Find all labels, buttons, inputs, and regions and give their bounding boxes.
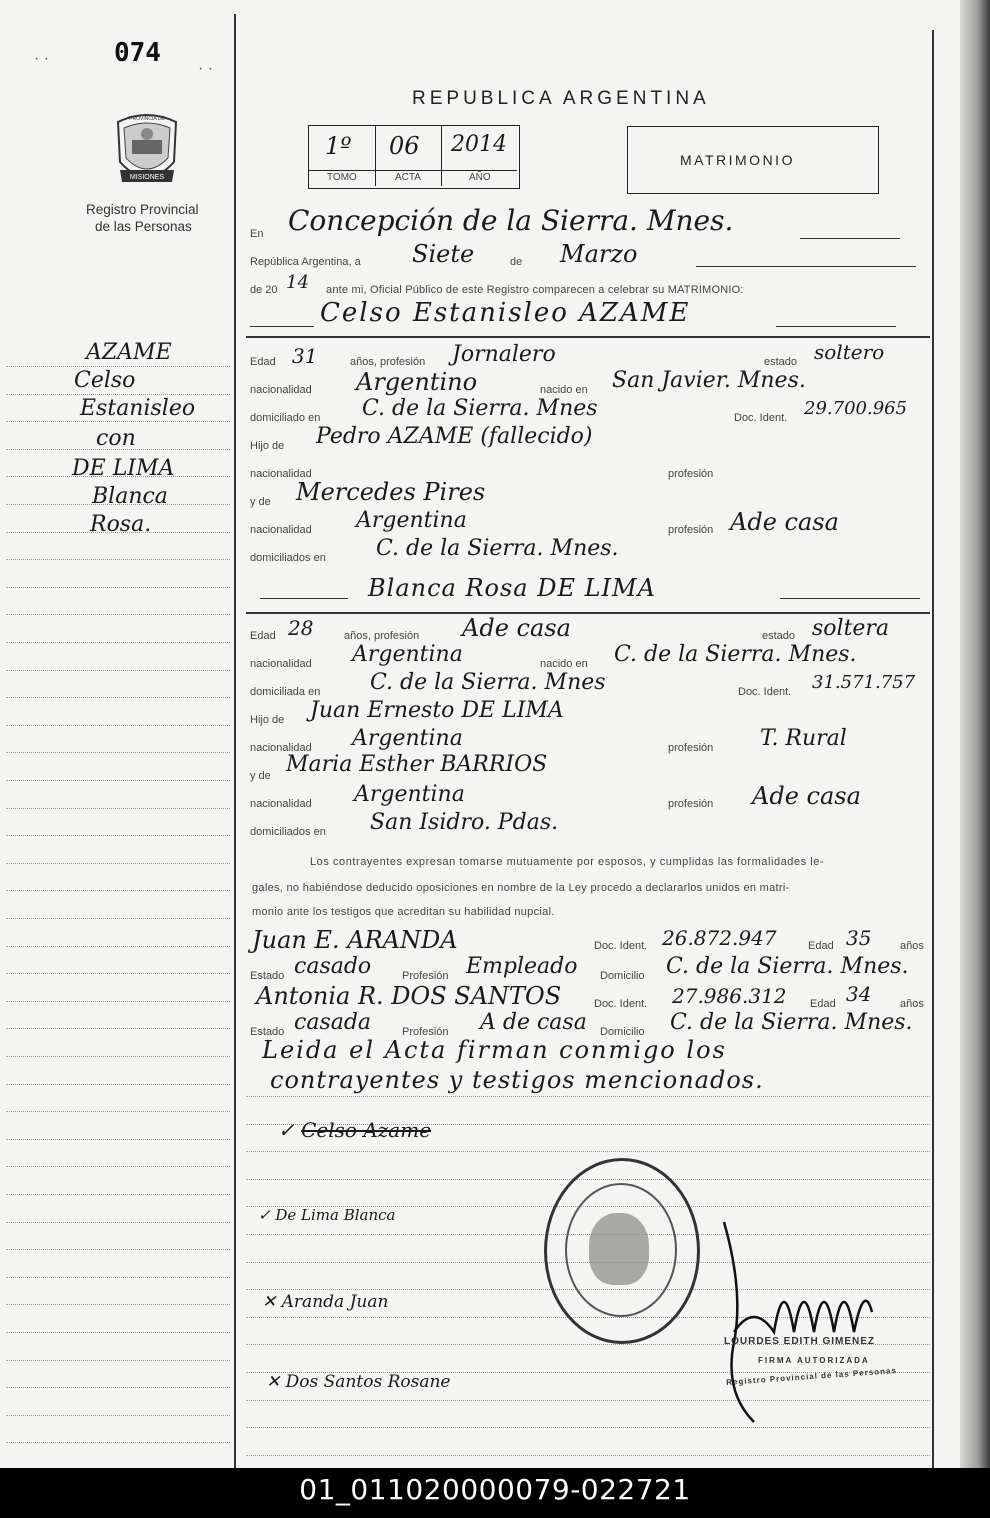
margin-ruled-line — [6, 1056, 230, 1057]
margin-ruled-line — [6, 863, 230, 864]
declaration-line2: gales, no habiéndose deducido oposiciones en nombre de la Ley procedo a declararlos unidos en matri- — [252, 882, 790, 894]
label-profesion: profesión — [668, 798, 714, 810]
margin-ruled-line — [6, 1139, 230, 1140]
label-edad: Edad — [250, 630, 276, 642]
margin-ruled-line — [6, 890, 230, 891]
label-y-de: y de — [250, 496, 271, 508]
margin-ruled-line — [6, 946, 230, 947]
main-ruled-line — [246, 1455, 930, 1456]
record-type: MATRIMONIO — [680, 152, 795, 168]
label-de: de — [510, 256, 523, 268]
ano-cell — [441, 126, 517, 186]
label-doc-ident: Doc. Ident. — [594, 998, 648, 1010]
margin-ruled-line — [6, 697, 230, 698]
margin-ruled-line — [6, 394, 230, 395]
label-nacionalidad: nacionalidad — [250, 798, 312, 810]
label-profesion: profesión — [668, 742, 714, 754]
groom-profession: Jornalero — [452, 342, 556, 367]
signature-bride: ✓ De Lima Blanca — [258, 1206, 396, 1224]
signature-groom: ✓ Celso Azame — [278, 1118, 432, 1142]
label-domicilio: Domicilio — [600, 970, 645, 982]
bride-mother: Maria Esther BARRIOS — [286, 752, 548, 777]
margin-ruled-line — [6, 1111, 230, 1112]
label-nacionalidad: nacionalidad — [250, 384, 312, 396]
agency-line2: de las Personas — [95, 219, 192, 234]
bride-doc: 31.571.757 — [812, 672, 916, 693]
label-edad: Edad — [250, 356, 276, 368]
label-anos: años — [900, 998, 924, 1010]
signature-witness1-text: Aranda Juan — [281, 1292, 389, 1312]
groom-nationality: Argentino — [356, 368, 478, 396]
margin-ruled-line — [6, 1277, 230, 1278]
label-nacionalidad: nacionalidad — [250, 468, 312, 480]
label-anos-profesion: años, profesión — [350, 356, 426, 368]
label-doc-ident: Doc. Ident. — [738, 686, 792, 698]
label-profesion: profesión — [668, 524, 714, 536]
label-doc-ident: Doc. Ident. — [594, 940, 648, 952]
witness2-age: 34 — [846, 982, 872, 1006]
bride-nationality: Argentina — [352, 642, 463, 667]
margin-ruled-line — [6, 1332, 230, 1333]
tomo-cell — [309, 126, 376, 186]
ano-value: 2014 — [451, 132, 507, 157]
official-signature-mark — [714, 1212, 884, 1432]
bride-parents-domicile: San Isidro. Pdas. — [370, 810, 559, 835]
margin-ruled-line — [6, 1415, 230, 1416]
witness1-profession: Empleado — [466, 954, 578, 979]
label-nacionalidad: nacionalidad — [250, 658, 312, 670]
margin-ruled-line — [6, 835, 230, 836]
label-doc-ident: Doc. Ident. — [734, 412, 788, 424]
groom-age: 31 — [292, 344, 318, 368]
ano-label: AÑO — [469, 172, 491, 183]
margin-ruled-line — [6, 614, 230, 615]
witness1-doc: 26.872.947 — [662, 926, 777, 950]
groom-mother-profession: Ade casa — [730, 508, 839, 536]
label-domiciliada: domiciliada en — [250, 686, 321, 698]
margin-ruled-line — [6, 670, 230, 671]
label-estado: estado — [762, 630, 796, 642]
groom-born-in: San Javier. Mnes. — [612, 368, 806, 393]
official-title: FIRMA AUTORIZADA — [758, 1356, 870, 1365]
margin-ruled-line — [6, 1084, 230, 1085]
intro-text: ante mi, Oficial Público de este Registro comparecen a celebrar su MATRIMONIO: — [326, 284, 744, 296]
groom-domicile: C. de la Sierra. Mnes — [362, 396, 598, 421]
margin-ruled-line — [6, 1442, 230, 1443]
agency-line1: Registro Provincial — [86, 202, 199, 217]
groom-parents-domicile: C. de la Sierra. Mnes. — [376, 536, 619, 561]
witness2-profession: A de casa — [480, 1010, 587, 1035]
official-name: LOURDES EDITH GIMENEZ — [724, 1336, 876, 1347]
margin-ruled-line — [6, 642, 230, 643]
tomo-label: TOMO — [327, 172, 357, 183]
page-number: 074 — [114, 38, 161, 68]
day-value: Siete — [412, 240, 475, 268]
label-nacido-en: nacido en — [540, 384, 588, 396]
label-anos-profesion: años, profesión — [344, 630, 420, 642]
label-edad: Edad — [810, 998, 836, 1010]
margin-ruled-line — [6, 1387, 230, 1388]
witness1-status: casado — [294, 954, 372, 979]
label-profesion: Profesión — [402, 970, 449, 982]
main-ruled-line — [246, 1096, 930, 1097]
acta-label: ACTA — [395, 172, 421, 183]
footer-code: 01_011020000079-022721 — [0, 1468, 990, 1518]
bride-profession: Ade casa — [462, 614, 571, 642]
margin-note-line: con — [96, 426, 136, 451]
margin-ruled-line — [6, 366, 230, 367]
month-value: Marzo — [560, 240, 638, 268]
label-domicilio: Domicilio — [600, 1026, 645, 1038]
witness1-age: 35 — [846, 926, 872, 950]
margin-ruled-line — [6, 1222, 230, 1223]
groom-mother-nationality: Argentina — [356, 508, 467, 533]
bride-name: Blanca Rosa DE LIMA — [368, 574, 656, 602]
label-estado: estado — [764, 356, 798, 368]
margin-ruled-line — [6, 725, 230, 726]
bride-mother-profession: Ade casa — [752, 782, 861, 810]
signature-groom-text: Celso Azame — [301, 1118, 432, 1142]
margin-ruled-line — [6, 1249, 230, 1250]
declaration-line3: monio ante los testigos que acreditan su habilidad nupcial. — [252, 906, 555, 918]
top-right-marks: · · — [198, 60, 214, 77]
republic-title: REPUBLICA ARGENTINA — [412, 88, 710, 109]
declaration-line1: Los contrayentes expresan tomarse mutuamente por esposos, y cumplidas las formalidades le- — [310, 856, 825, 868]
signature-witness2-text: Dos Santos Rosane — [285, 1372, 451, 1392]
signature-witness1: ✕ Aranda Juan — [262, 1292, 389, 1312]
margin-note-line: Blanca — [92, 484, 168, 509]
margin-ruled-line — [6, 1166, 230, 1167]
closing-line2: contrayentes y testigos mencionados. — [270, 1066, 764, 1094]
margin-ruled-line — [6, 973, 230, 974]
label-domiciliados: domiciliados en — [250, 826, 326, 838]
label-edad: Edad — [808, 940, 834, 952]
witness1-domicile: C. de la Sierra. Mnes. — [666, 954, 909, 979]
top-left-marks: · · — [34, 50, 50, 67]
official-agency: Registro Provincial de las Personas — [725, 1366, 898, 1387]
label-domiciliado: domiciliado en — [250, 412, 321, 424]
margin-ruled-line — [6, 1194, 230, 1195]
svg-text:PROVINCIA DE: PROVINCIA DE — [129, 116, 165, 122]
margin-ruled-line — [6, 587, 230, 588]
label-profesion: profesión — [668, 468, 714, 480]
label-nacionalidad: nacionalidad — [250, 524, 312, 536]
label-domiciliados: domiciliados en — [250, 552, 326, 564]
bride-mother-nationality: Argentina — [354, 782, 465, 807]
margin-divider — [234, 14, 236, 1468]
bride-status: soltera — [812, 616, 890, 641]
bride-father-nationality: Argentina — [352, 726, 463, 751]
groom-father: Pedro AZAME (fallecido) — [316, 424, 593, 449]
witness2-doc: 27.986.312 — [672, 984, 787, 1008]
label-year-prefix: de 20 — [250, 284, 278, 296]
margin-ruled-line — [6, 780, 230, 781]
groom-mother: Mercedes Pires — [296, 478, 486, 506]
record-type-box — [627, 126, 879, 194]
closing-line1: Leida el Acta firman conmigo los — [262, 1036, 727, 1064]
label-profesion: Profesión — [402, 1026, 449, 1038]
margin-ruled-line — [6, 559, 230, 560]
label-estado: Estado — [250, 1026, 285, 1038]
margin-ruled-line — [6, 1304, 230, 1305]
page-edge — [960, 0, 990, 1468]
label-en: En — [250, 228, 264, 240]
margin-ruled-line — [6, 808, 230, 809]
bride-age: 28 — [288, 616, 314, 640]
groom-name: Celso Estanisleo AZAME — [320, 298, 691, 328]
margin-note-line: Celso — [74, 368, 136, 393]
witness1-name: Juan E. ARANDA — [252, 926, 458, 954]
margin-ruled-line — [6, 918, 230, 919]
witness2-name: Antonia R. DOS SANTOS — [256, 982, 562, 1010]
margin-note-line: Estanisleo — [80, 396, 196, 421]
margin-ruled-line — [6, 1360, 230, 1361]
acta-cell — [375, 126, 442, 186]
signature-witness2: ✕ Dos Santos Rosane — [266, 1372, 451, 1392]
right-border — [932, 30, 934, 1468]
margin-ruled-line — [6, 752, 230, 753]
official-seal — [544, 1158, 700, 1344]
bride-father-profession: T. Rural — [760, 726, 847, 751]
year-suffix: 14 — [286, 272, 309, 293]
signature-bride-text: De Lima Blanca — [275, 1206, 396, 1224]
bride-born-in: C. de la Sierra. Mnes. — [614, 642, 857, 667]
witness2-status: casada — [294, 1010, 372, 1035]
tomo-value: 1º — [325, 132, 352, 160]
acta-value: 06 — [389, 132, 420, 160]
margin-note-line: Rosa. — [90, 512, 152, 537]
groom-status: soltero — [814, 340, 885, 364]
label-republica: República Argentina, a — [250, 256, 361, 268]
province-crest-icon — [110, 112, 184, 190]
margin-ruled-line — [6, 421, 230, 422]
margin-note-line: AZAME — [86, 340, 172, 365]
record-number-box — [308, 125, 520, 189]
label-y-de: y de — [250, 770, 271, 782]
margin-ruled-line — [6, 1028, 230, 1029]
place-value: Concepción de la Sierra. Mnes. — [288, 204, 734, 237]
witness2-domicile: C. de la Sierra. Mnes. — [670, 1010, 913, 1035]
label-nacionalidad: nacionalidad — [250, 742, 312, 754]
label-nacido-en: nacido en — [540, 658, 588, 670]
margin-ruled-line — [6, 1001, 230, 1002]
label-estado: Estado — [250, 970, 285, 982]
bride-father: Juan Ernesto DE LIMA — [310, 698, 564, 723]
svg-text:MISIONES: MISIONES — [129, 174, 165, 181]
label-anos: años — [900, 940, 924, 952]
label-hijo-de: Hijo de — [250, 440, 285, 452]
label-hijo-de: Hijo de — [250, 714, 285, 726]
margin-note-line: DE LIMA — [72, 456, 175, 481]
bride-domicile: C. de la Sierra. Mnes — [370, 670, 606, 695]
groom-doc: 29.700.965 — [804, 398, 908, 419]
